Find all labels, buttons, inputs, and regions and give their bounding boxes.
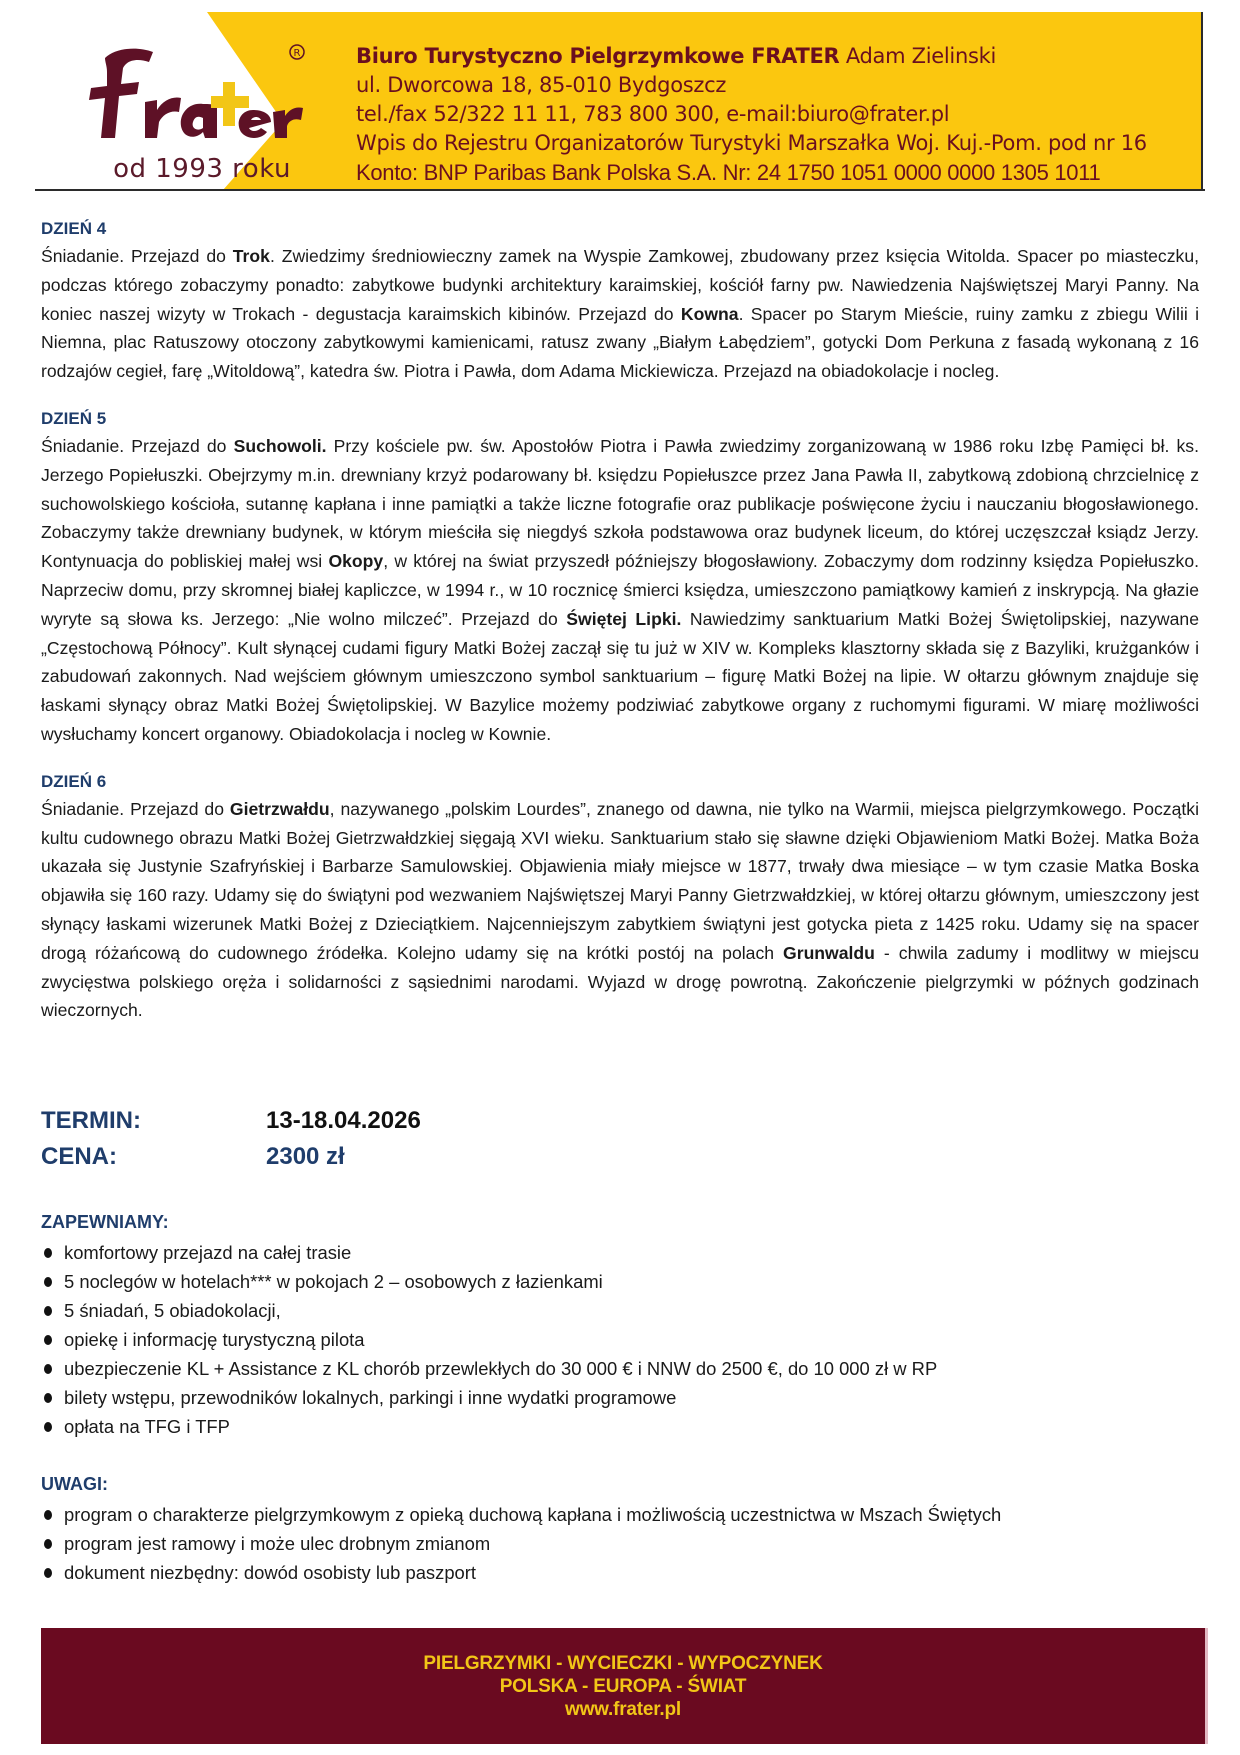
place-name: Okopy [328, 551, 384, 572]
list-item-text: komfortowy przejazd na całej trasie [64, 1241, 352, 1263]
company-name-line [356, 42, 1196, 71]
list-item [41, 1412, 1199, 1441]
day-description [41, 242, 1199, 386]
day-section [41, 218, 1199, 386]
text-segment: . Zwiedzimy średniowieczny zamek na Wyspie Zamkowej, zbudowany przez księcia Witolda. Spacer po miasteczku, podczas którego zobaczymy ponadto: zabytkowe budynki architektury karaimskiej, kościół farny pw. Nawiedzenia Najświętszej Maryi Panny. Na koniec naszej wizyty w Trokach - degustacja karaimskich kibinów. Przejazd do [41, 246, 1199, 324]
company-owner: Adam Zielinski [845, 44, 997, 68]
list-item [41, 1238, 1199, 1267]
bullet-icon [44, 1539, 52, 1549]
registered-mark: R [293, 48, 301, 59]
day-description [41, 795, 1199, 1025]
header-right-rule [1201, 12, 1203, 191]
list-item-text: opłata na TFG i TFP [64, 1415, 230, 1437]
date-label: TERMIN: [41, 1107, 141, 1134]
bullet-icon [44, 1422, 52, 1432]
bullet-icon [44, 1248, 52, 1258]
bullet-icon [44, 1335, 52, 1345]
footer-banner [41, 1628, 1205, 1744]
list-item [41, 1500, 1199, 1529]
day-section [41, 408, 1199, 749]
notes-list [41, 1500, 1199, 1587]
included-list [41, 1238, 1199, 1441]
frater-logo [75, 40, 315, 150]
list-item-text: program o charakterze pielgrzymkowym z opieką duchową kapłana i możliwością uczestnictwa w Mszach Świętych [64, 1503, 1002, 1525]
text-segment: , w której na świat przyszedł późniejszy błogosławiony. Zobaczymy dom rodzinny księdza Popiełuszko. Naprzeciw domu, przy skromnej białej kapliczce, w 1994 r., w 10 rocznicę śmierci księdza, umieszczono pamiątkowy kamień z inskrypcją. Na głazie wyryte są słowa ks. Jerzego: „Nie wolno milczeć”. Przejazd do [41, 551, 1199, 629]
text-segment: Śniadanie. Przejazd do [41, 798, 230, 819]
day-title: DZIEŃ 5 [41, 408, 107, 428]
price-label: CENA: [41, 1143, 117, 1170]
list-item-text: opiekę i informację turystyczną pilota [64, 1328, 365, 1350]
list-item [41, 1558, 1199, 1587]
trip-terms [41, 1103, 421, 1175]
list-item-text: ubezpieczenie KL + Assistance z KL chorób przewlekłych do 30 000 € i NNW do 2500 €, do 10 000 zł w RP [64, 1357, 938, 1379]
list-item [41, 1325, 1199, 1354]
bullet-icon [44, 1364, 52, 1374]
text-segment: Nawiedzimy sanktuarium Matki Bożej Świętolipskiej, nazywane „Częstochową Północy”. Kult słynącej cudami figury Matki Bożej zaczął się tu już w XIV w. Kompleks klasztorny składa się z Bazyliki, krużganków i zabudowań zakonnych. Nad wejściem głównym umieszczono symbol sanktuarium – figurę Matki Bożej na lipie. W ołtarzu głównym znajduje się łaskami słynący obraz Matki Bożej Świętolipskiej. W Bazylice możemy podziwiać zabytkowe organy z ruchomymi figurami. W miarę możliwości wysłuchamy koncert organowy. Obiadokolacja i nocleg w Kownie. [41, 608, 1199, 744]
company-registry: Wpis do Rejestru Organizatorów Turystyki Marszałka Woj. Kuj.-Pom. pod nr 16 [356, 131, 1147, 155]
company-contact: tel./fax 52/322 11 11, 783 800 300, e-mail:biuro@frater.pl [356, 102, 950, 126]
day-description [41, 432, 1199, 749]
day-title: DZIEŃ 6 [41, 771, 107, 791]
bullet-icon [44, 1393, 52, 1403]
list-item [41, 1267, 1199, 1296]
date-row [41, 1103, 421, 1139]
bullet-icon [44, 1306, 52, 1316]
day-section [41, 771, 1199, 1025]
price-row [41, 1139, 421, 1175]
place-name: Trok [232, 246, 270, 266]
list-item-text: dokument niezbędny: dowód osobisty lub paszport [64, 1561, 477, 1583]
date-value: 13-18.04.2026 [266, 1107, 421, 1134]
company-name: Biuro Turystyczno Pielgrzymkowe FRATER [356, 44, 840, 68]
text-segment: Śniadanie. Przejazd do [41, 246, 233, 266]
list-item [41, 1529, 1199, 1558]
list-item-text: 5 śniadań, 5 obiadokolacji, [64, 1299, 281, 1321]
text-segment: Przy kościele pw. św. Apostołów Piotra i Pawła zwiedzimy zorganizowaną w 1986 roku Izbę Pamięci bł. ks. Jerzego Popiełuszki. Obejrzymy m.in. drewniany krzyż podarowany bł. księdzu Popiełuszce przez Jana Pawła II, zabytkową zdobioną chrzcielnicę z suchowolskiego kościoła, sutannę kapłana i inne pamiątki a także liczne fotografie oraz publikacje poświęcone życiu i nauczaniu błogosławionego. Zobaczymy także drewniany budynek, w którym mieściła się niegdyś szkoła podstawowa oraz budynek liceum, do której uczęszczał ksiądz Jerzy. Kontynuacja do pobliskiej małej wsi [41, 435, 1199, 572]
notes-title: UWAGI: [41, 1474, 108, 1494]
list-item [41, 1354, 1199, 1383]
included-title: ZAPEWNIAMY: [41, 1212, 169, 1232]
footer-line-services: PIELGRZYMKI - WYCIECZKI - WYPOCZYNEK [423, 1652, 823, 1674]
footer-edge [1205, 1628, 1208, 1744]
place-name: Grunwaldu [783, 942, 875, 963]
text-segment: . Spacer po Starym Mieście, ruiny zamku z zbiegu Wilii i Niemna, plac Ratuszowy otoczony zabytkowymi kamienicami, ratusz zwany „Białym Łabędziem”, gotycki Dom Perkuna z fasadą wykonaną z 16 rodzajów cegieł, farę „Witoldową”, katedra św. Piotra i Pawła, dom Adama Mickiewicza. Przejazd na obiadokolacje i nocleg. [41, 303, 1200, 382]
list-item-text: program jest ramowy i może ulec drobnym zmianom [64, 1532, 491, 1554]
price-value: 2300 zł [266, 1143, 345, 1170]
day-title: DZIEŃ 4 [41, 219, 107, 238]
company-account: Konto: BNP Paribas Bank Polska S.A. Nr: 24 1750 1051 0000 0000 1305 1011 [356, 160, 1101, 185]
footer-line-regions: POLSKA - EUROPA - ŚWIAT [499, 1675, 747, 1697]
place-name: Świętej Lipki. [566, 608, 682, 629]
list-item-text: 5 noclegów w hotelach*** w pokojach 2 – osobowych z łazienkami [64, 1270, 603, 1292]
logo-since: od 1993 roku [113, 154, 291, 184]
text-segment: - chwila zadumy i modlitwy w miejscu zwycięstwa polskiego oręża i solidarności z sąsiednimi narodami. Wyjazd w drogę powrotną. Zakończenie pielgrzymki w późnych godzinach wieczornych. [41, 942, 1199, 1021]
place-name: Gietrzwałdu [229, 798, 330, 819]
list-item [41, 1296, 1199, 1325]
list-item-text: bilety wstępu, przewodników lokalnych, parkingi i inne wydatki programowe [64, 1386, 677, 1408]
included-section [41, 1210, 1199, 1441]
company-address: ul. Dworcowa 18, 85-010 Bydgoszcz [356, 73, 727, 97]
notes-section [41, 1472, 1199, 1587]
bullet-icon [44, 1568, 52, 1578]
text-segment: , nazywanego „polskim Lourdes”, znanego od dawna, nie tylko na Warmii, miejsca pielgrzymkowego. Początki kultu cudownego obrazu Matki Bożej Gietrzwałdzkiej sięgają XVI wieku. Sanktuarium stało się sławne dzięki Objawieniom Matki Bożej. Matka Boża ukazała się Justynie Szafryńskiej i Barbarze Samulowskiej. Objawienia miały miejsce w 1877, trwały dwa miesiące – w tym czasie Matka Boska objawiła się 160 razy. Udamy się do świątyni pod wezwaniem Najświętszej Maryi Panny Gietrzwałdzkiej, w której ołtarzu głównym, umieszczony jest słynący łaskami wizerunek Matki Bożej z Dzieciątkiem. Najcenniejszym zabytkiem świątyni jest gotycka pieta z 1425 roku. Udamy się na spacer drogą różańcową do cudownego źródełka. Kolejno udamy się na krótki postój na polach [41, 798, 1199, 963]
bullet-icon [44, 1277, 52, 1287]
place-name: Kowna [680, 303, 739, 324]
place-name: Suchowoli. [233, 435, 327, 456]
footer-website-link[interactable]: www.frater.pl [564, 1698, 681, 1720]
company-info [356, 42, 1196, 187]
letterhead [35, 12, 1205, 192]
bullet-icon [44, 1510, 52, 1520]
list-item [41, 1383, 1199, 1412]
text-segment: Śniadanie. Przejazd do [41, 435, 234, 456]
itinerary [41, 218, 1199, 1047]
header-bottom-rule [35, 189, 1205, 191]
